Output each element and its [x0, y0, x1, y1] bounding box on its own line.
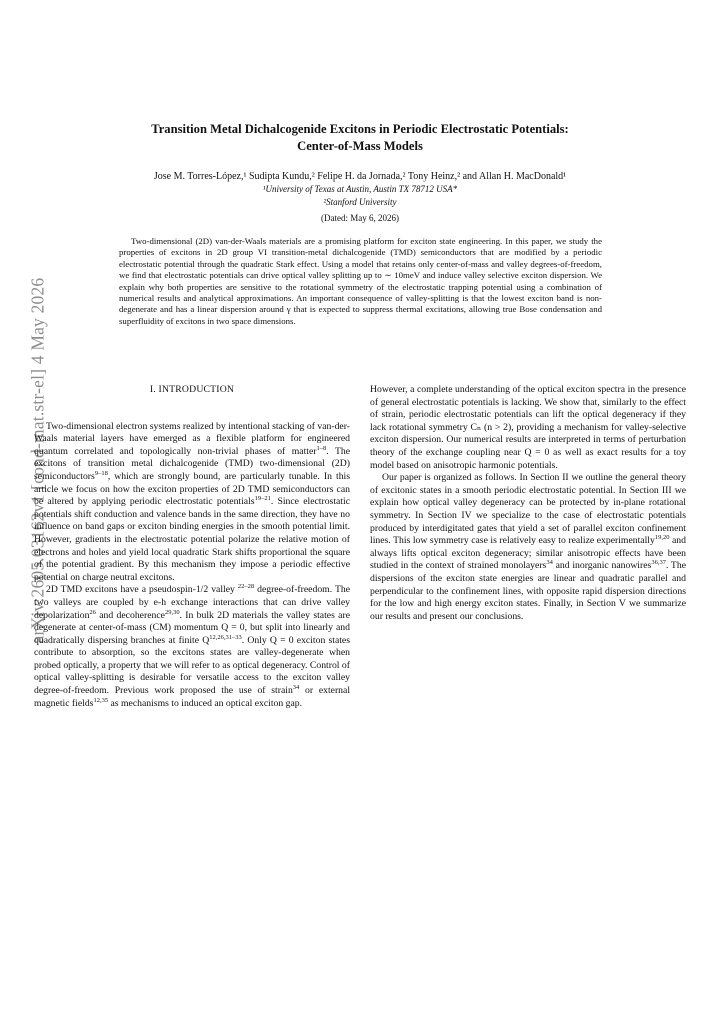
intro-paragraph-2: 2D TMD excitons have a pseudospin-1/2 valley $^{22-28}$ degree-of-freedom. The two valleys are coupled by e-h exchange interactions that can drive valley depolarization$^{26}$ and decoherence$^{29,30}$. In bulk 2D materials the valley states are degenerate at center-of-mass (CM) momentum Q = 0, but split into linearly and quadratically dispersing branches at finite Q$^{12,26,31-33}$. Only Q = 0 exciton states contribute to absorption, so the excitons states are valley-degenerate when probed optically, a property that we will refer to as optical degeneracy. Control of optical valley-splitting is desirable for versatile access to the exciton valley degree-of-freedom. Previous work proposed the use of strain$^{34}$ or external magnetic fields$^{12,35}$ as mechanisms to induced an optical exciton gap.: [34, 583, 351, 709]
right-column: [370, 384, 686, 623]
affiliation-1: ¹University of Texas at Austin, Austin TX 78712 USA*: [262, 184, 458, 194]
section-heading-introduction: I. INTRODUCTION: [149, 384, 235, 395]
intro-paragraph-1: Two-dimensional electron systems realized by intentional stacking of van-der-Waals material layers have emerged as a flexible platform for engineered quantum correlated and topologically non-trivial phases of matter$^{1-8}$. The excitons of transition metal dichalcogenide (TMD) two-dimensional (2D) semiconductors$^{9-18}$, which are strongly bound, are particularly tunable. In this article we focus on how the exciton properties of 2D TMD semiconductors can be altered by applying periodic electrostatic potentials$^{19-21}$. Since electrostatic potentials shift conduction and valence bands in the same direction, they have no influence on band gaps or exciton binding energies in the smooth potential limit. However, gradients in the electrostatic potential polarize the relative motion of electrons and holes and yield local quadratic Stark shifts proportional the square of the potential gradient. By this mechanism they impose a periodic effective potential on charge neutral excitons.: [34, 420, 351, 583]
date-line: (Dated: May 6, 2026): [321, 213, 399, 223]
paper-title: [60, 121, 660, 154]
author-list: Jose M. Torres-López,¹ Sudipta Kundu,² Felipe H. da Jornada,² Tony Heinz,² and Allan H. MacDonald¹: [153, 171, 567, 182]
intro-paragraph-4: Our paper is organized as follows. In Section II we outline the general theory of excitonic states in a smooth periodic electrostatic potential. In Section III we explain how optical valley degeneracy can be protected by in-plane rotational symmetry. In Section IV we specialize to the case of electrostatic potentials produced by interdigitated gates that yield a set of parallel exciton confinement lines. This low symmetry case is relatively easy to realize experimentally$^{19,20}$ and always lifts optical exciton degeneracy; similar anisotropic effects have been studied in the context of strained monolayers$^{34}$ and inorganic nanowires$^{36,37}$. The dispersions of the exciton state energies are linear and quadratic parallel and perpendicular to the confinement lines, with opposite rapid dispersion directions for the low and high energy exciton states. Finally, in Section V we summarize our results and present our conclusions.: [370, 472, 686, 622]
affiliation-2: ²Stanford University: [323, 197, 397, 207]
title-line-2: Center-of-Mass Models: [297, 138, 423, 153]
arxiv-stamp-text: arXiv:2605.03162v1 [cond-mat.str-el] 4 May 2026: [27, 277, 48, 644]
abstract-text: Two-dimensional (2D) van-der-Waals materials are a promising platform for exciton state engineering. In this paper, we study the properties of excitons in 2D group VI transition-metal dichalcogenide (TMD) semiconductors that are modified by a periodic electrostatic potential through the quadratic Stark effect. Using a model that retains only center-of-mass and valley degrees-of-freedom, we find that electrostatic potentials can drive optical valley splitting up to ∼ 10meV and induce valley selective exciton dispersion. We explain why both properties are sensitive to the rotational symmetry of the electrostatic trapping potential using a combination of numerical results and analytical approximations. An important consequence of valley-splitting is that the lowest exciton band is non-degenerate and has a linear dispersion around γ that is expected to suppress thermal excitations, allowing true Bose condensation and superfluidity of excitons in two space dimensions.: [119, 236, 602, 326]
abstract: [119, 236, 602, 327]
left-column: [34, 384, 350, 710]
title-line-1: Transition Metal Dichalcogenide Excitons in Periodic Electrostatic Potentials:: [151, 122, 569, 136]
intro-paragraph-3: However, a complete understanding of the optical exciton spectra in the presence of general electrostatic potentials is lacking. We show that, similarly to the effect of strain, periodic electrostatic potentials can lift the optical degeneracy if they lack rotational symmetry Cₙ (n > 2), providing a mechanism for valley-selective exciton dispersion. Our numerical results are interpreted in terms of perturbation theory of the exchange coupling near Q = 0 as well as exact results for a toy model based on anisotropic harmonic potentials.: [370, 384, 686, 471]
